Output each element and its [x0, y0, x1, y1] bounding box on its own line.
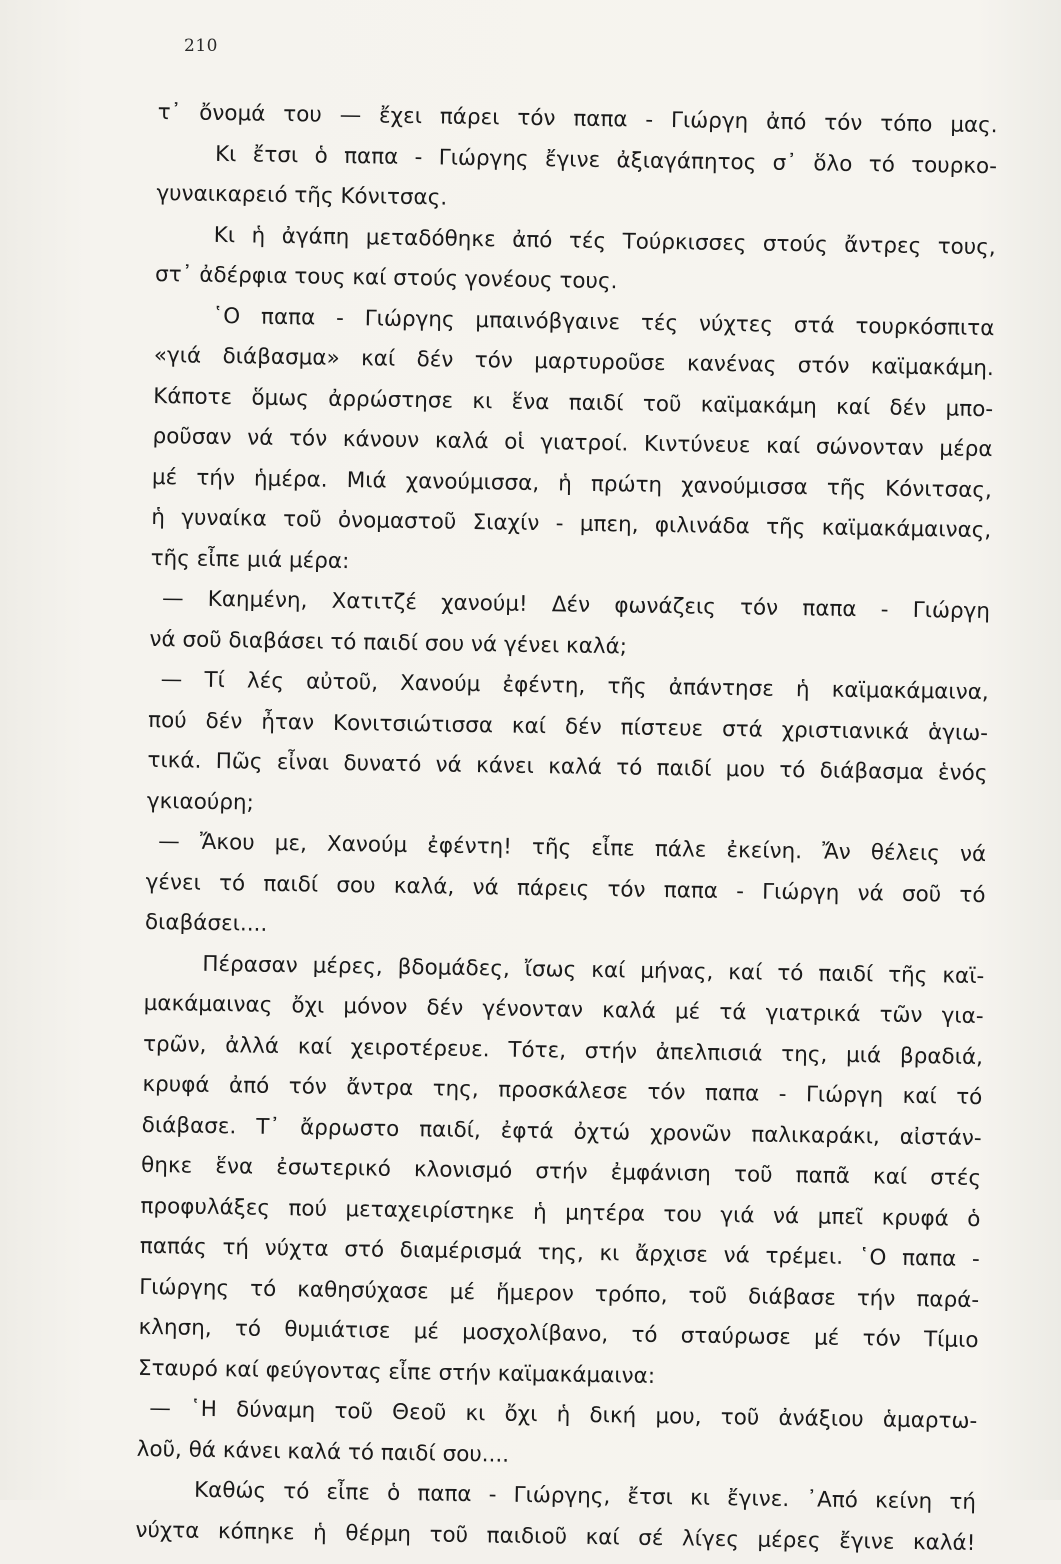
body-text [135, 93, 998, 1564]
text-line: Κι ἡ ἀγάπη μεταδόθηκε ἀπό τές Τούρκισσες στούς ἄντρες τους, [213, 222, 996, 260]
text-line: τρῶν, ἀλλά καί χειροτέρευε. Τότε, στήν ἀπελπισιά της, μιά βραδιά, [142, 1031, 984, 1070]
text-line: Κι ἔτσι ὁ παπα - Γιώργης ἔγινε ἀξιαγάπητος σ᾽ ὅλο τό τουρκο- [214, 141, 998, 179]
text-line: λοῦ, θά κάνει καλά τό παιδί σου.... [136, 1436, 510, 1468]
text-line: διάβασε. Τ᾽ ἄρρωστο παιδί, ἐφτά ὀχτώ χρονῶν παλικαράκι, αἰστάν- [141, 1112, 982, 1151]
text-line: τ᾽ ὄνομά του — ἔχει πάρει τόν παπα - Γιώργη ἀπό τόν τόπο μας. [157, 99, 998, 139]
text-line: Σταυρό καί φεύγοντας εἶπε στήν καϊμακάμαινα: [137, 1355, 656, 1389]
text-line: νύχτα κόπηκε ἡ θέρμη τοῦ παιδιοῦ καί σέ λίγες μέρες ἔγινε καλά! [135, 1517, 976, 1556]
text-line: κληση, τό θυμιάτισε μέ μοσχολίβανο, τό σταύρωσε μέ τόν Τίμιο [138, 1314, 979, 1354]
text-line: γυναικαρειό τῆς Κόνιτσας. [156, 180, 448, 211]
text-line: — Τί λές αὐτοῦ, Χανούμ ἐφέντη, τῆς ἀπάντησε ἡ καϊμακάμαινα, [160, 667, 989, 706]
text-line: μακάμαινας ὄχι μόνον δέν γένονταν καλά μέ τά γιατρικά τῶν για- [143, 990, 984, 1030]
text-line: στ᾽ ἀδέρφια τους καί στούς γονέους τους. [154, 261, 618, 295]
text-line: πού δέν ἦταν Κονιτσιώτισσα καί δέν πίστευε στά χριστιανικά ἁγιω- [147, 707, 989, 746]
text-line: προφυλάξες πού μεταχειρίστηκε ἡ μητέρα του γιά νά μπεῖ κρυφά ὁ [140, 1193, 981, 1232]
text-line: κρυφά ἀπό τόν ἄντρα της, προσκάλεσε τόν παπα - Γιώργη καί τό [142, 1071, 983, 1111]
text-line: — ῾Η δύναμη τοῦ Θεοῦ κι ὄχι ἡ δική μου, τοῦ ἀνάξιου ἁμαρτω- [149, 1396, 978, 1435]
text-line: τῆς εἶπε μιά μέρα: [150, 545, 350, 574]
text-line: Καθώς τό εἶπε ὁ παπα - Γιώργης, ἔτσι κι ἔγινε. ᾿Από κείνη τή [193, 1477, 977, 1516]
page-number: 210 [184, 36, 218, 56]
text-line: μέ τήν ἡμέρα. Μιά χανούμισσα, ἡ πρώτη χανούμισσα τῆς Κόνιτσας, [151, 464, 993, 503]
text-line: γένει τό παιδί σου καλά, νά πάρεις τόν παπα - Γιώργη νά σοῦ τό [145, 869, 986, 908]
text-line: ῾Ο παπα - Γιώργης μπαινόβγαινε τές νύχτες στά τουρκόσπιτα [212, 303, 995, 341]
text-line: ροῦσαν νά τόν κάνουν καλά οἱ γιατροί. Κιντύνευε καί σώνονταν μέρα [152, 423, 993, 463]
text-line: ἡ γυναίκα τοῦ ὀνομαστοῦ Σιαχίν - μπεη, φιλινάδα τῆς καϊμακάμαινας, [151, 504, 992, 544]
text-line: θηκε ἕνα ἐσωτερικό κλονισμό στήν ἐμφάνιση τοῦ παπᾶ καί στές [140, 1152, 982, 1192]
text-line: Πέρασαν μέρες, βδομάδες, ἴσως καί μήνας, καί τό παιδί τῆς καϊ- [202, 951, 985, 989]
text-line: παπάς τή νύχτα στό διαμέρισμά της, κι ἄρχισε νά τρέμει. ῾Ο παπα - [139, 1233, 980, 1273]
text-line: γκιαούρη; [146, 788, 255, 816]
text-line: — Καημένη, Χατιτζέ χανούμ! Δέν φωνάζεις τόν παπα - Γιώργη [161, 586, 991, 625]
text-line: — Ἄκου με, Χανούμ ἐφέντη! τῆς εἶπε πάλε ἐκείνη. Ἄν θέλεις νά [158, 829, 987, 868]
text-line: τικά. Πῶς εἶναι δυνατό νά κάνει καλά τό παιδί μου τό διάβασμα ἑνός [147, 747, 988, 787]
text-line: διαβάσει.... [144, 909, 268, 937]
text-line: Γιώργης τό καθησύχασε μέ ἥμερον τρόπο, τοῦ διάβασε τήν παρά- [139, 1274, 980, 1313]
text-line: νά σοῦ διαβάσει τό παιδί σου νά γένει καλά; [149, 626, 628, 659]
text-line: «γιά διάβασμα» καί δέν τόν μαρτυροῦσε κανένας στόν καϊμακάμη. [153, 342, 994, 382]
text-line: Κάποτε ὅμως ἀρρώστησε κι ἕνα παιδί τοῦ καϊμακάμη καί δέν μπο- [153, 383, 994, 422]
